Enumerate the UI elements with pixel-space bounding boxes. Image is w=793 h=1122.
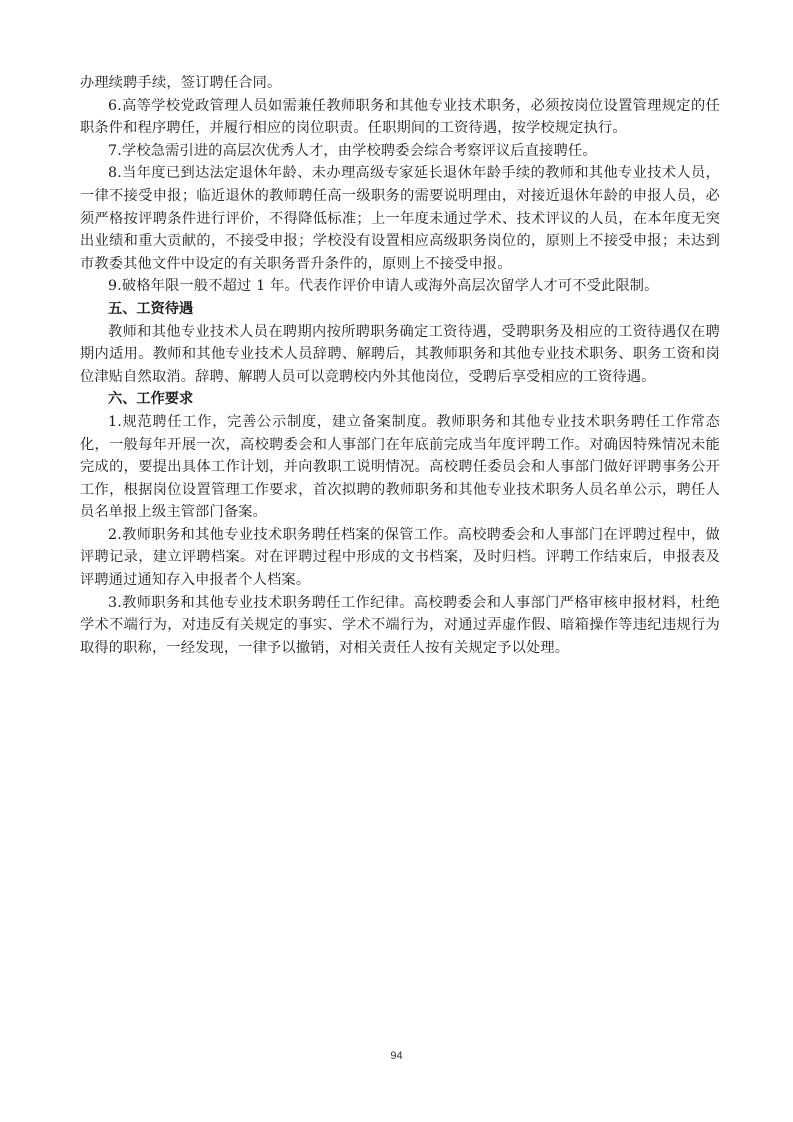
paragraph: 2.教师职务和其他专业技术职务聘任档案的保管工作。高校聘委会和人事部门在评聘过程中，做评聘记录，建立评聘档案。对在评聘过程中形成的文书档案，及时归档。评聘工作结束后，申报表及评聘通过通知存入申报者个人档案。: [80, 526, 720, 589]
paragraph: 8.当年度已到达法定退休年龄、未办理高级专家延长退休年龄手续的教师和其他专业技术人员，一律不接受申报；临近退休的教师聘任高一级职务的需要说明理由，对接近退休年龄的申报人员，必须严格按评聘条件进行评价，不得降低标准；上一年度未通过学术、技术评议的人员，在本年度无突出业绩和重大贡献的，不接受申报；学校没有设置相应高级职务岗位的，原则上不接受申报；未达到市教委其他文件中设定的有关职务晋升条件的，原则上不接受申报。: [80, 165, 720, 272]
section-heading: 五、工资待遇: [108, 300, 194, 317]
page-number: 94: [390, 1050, 403, 1062]
paragraph: 7.学校急需引进的高层次优秀人才，由学校聘委会综合考察评议后直接聘任。: [108, 142, 597, 159]
paragraph: 6.高等学校党政管理人员如需兼任教师职务和其他专业技术职务，必须按岗位设置管理规定的任职条件和程序聘任，并履行相应的岗位职责。任职期间的工资待遇，按学校规定执行。: [80, 97, 720, 137]
section-heading: 六、工作要求: [108, 391, 194, 408]
paragraph: 教师和其他专业技术人员在聘期内按所聘职务确定工资待遇，受聘职务及相应的工资待遇仅在聘期内适用。教师和其他专业技术人员辞聘、解聘后，其教师职务和其他专业技术职务、职务工资和岗位津贴自然取消。辞聘、解聘人员可以竞聘校内外其他岗位，受聘后享受相应的工资待遇。: [80, 323, 720, 385]
paragraph: 办理续聘手续，签订聘任合同。: [80, 75, 282, 91]
paragraph: 1.规范聘任工作，完善公示制度，建立备案制度。教师职务和其他专业技术职务聘任工作常态化，一般每年开展一次，高校聘委会和人事部门在年底前完成当年度评聘工作。对确因特殊情况未能完成的，要提出具体工作计划，并向教职工说明情况。高校聘任委员会和人事部门做好评聘事务公开工作，根据岗位设置管理工作要求，首次拟聘的教师职务和其他专业技术职务人员名单公示，聘任人员名单报上级主管部门备案。: [80, 413, 720, 521]
paragraph: 9.破格年限一般不超过 1 年。代表作评价申请人或海外高层次留学人才可不受此限制。: [108, 278, 659, 295]
document-body: [80, 72, 720, 659]
paragraph: 3.教师职务和其他专业技术职务聘任工作纪律。高校聘委会和人事部门严格审核申报材料，杜绝学术不端行为，对违反有关规定的事实、学术不端行为，对通过弄虚作假、暗箱操作等违纪违规行为取得的职称，一经发现，一律予以撤销，对相关责任人按有关规定予以处理。: [80, 594, 720, 656]
